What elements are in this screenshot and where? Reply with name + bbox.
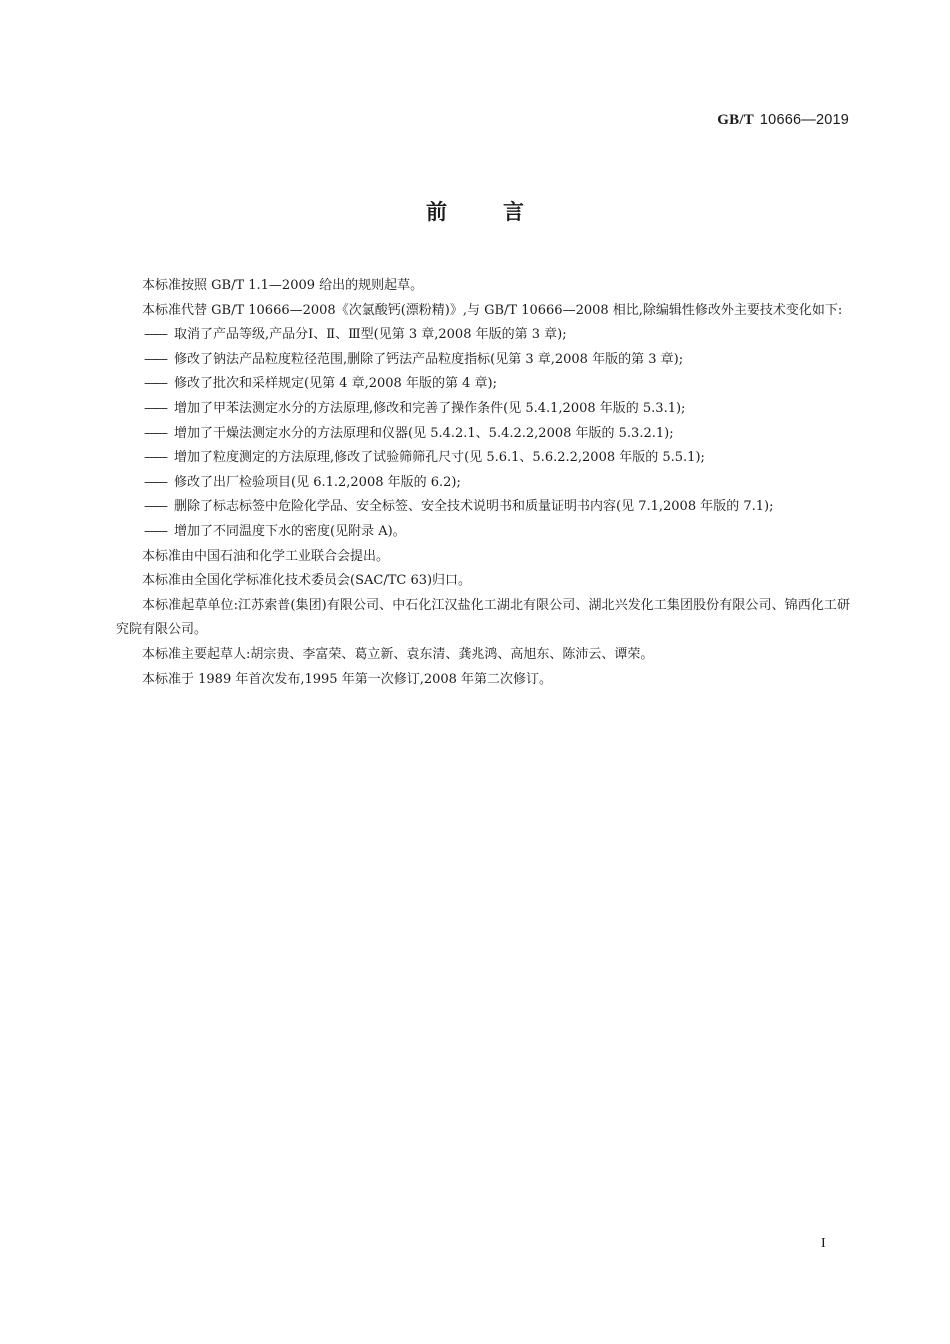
change-item: —— 修改了钠法产品粒度粒径范围,删除了钙法产品粒度指标(见第 3 章,2008 年版的第 3 章); [144,348,850,373]
dash-marker: —— [144,474,166,490]
dash-marker: —— [144,351,166,367]
foreword-body [116,274,850,692]
paragraph-proposed-by: 本标准由中国石油和化学工业联合会提出。 [142,548,390,564]
change-item: —— 修改了批次和采样规定(见第 4 章,2008 年版的第 4 章); [144,372,850,397]
change-item: —— 修改了出厂检验项目(见 6.1.2,2008 年版的 6.2); [144,471,850,496]
change-item: —— 增加了不同温度下水的密度(见附录 A)。 [144,520,850,545]
dash-marker: —— [144,376,166,392]
paragraph-managed-by: 本标准由全国化学标准化技术委员会(SAC/TC 63)归口。 [142,573,472,589]
paragraph-drafting-units: 本标准起草单位:江苏索普(集团)有限公司、中石化江汉盐化工湖北有限公司、湖北兴发化工集团股份有限公司、锦西化工研究院有限公司。 [116,597,850,638]
change-item: —— 取消了产品等级,产品分Ⅰ、Ⅱ、Ⅲ型(见第 3 章,2008 年版的第 3 章); [144,323,850,348]
page-title: 前言 [426,200,580,224]
dash-marker: —— [144,400,166,416]
dash-marker: —— [144,425,166,441]
paragraph-replaces: 本标准代替 GB/T 10666—2008《次氯酸钙(漂粉精)》,与 GB/T 10666—2008 相比,除编辑性修改外主要技术变化如下: [142,302,843,318]
change-item: —— 删除了标志标签中危险化学品、安全标签、安全技术说明书和质量证明书内容(见 7.1,2008 年版的 7.1); [144,495,850,520]
dash-marker: —— [144,499,166,515]
standard-prefix: GB/T [717,112,754,128]
paragraph-history: 本标准于 1989 年首次发布,1995 年第一次修订,2008 年第二次修订。 [142,671,553,687]
change-item: —— 增加了粒度测定的方法原理,修改了试验筛筛孔尺寸(见 5.6.1、5.6.2.2,2008 年版的 5.5.1); [144,446,850,471]
paragraph-drafters: 本标准主要起草人:胡宗贵、李富荣、葛立新、袁东清、龚兆鸿、高旭东、陈沛云、谭荣。 [142,646,654,662]
dash-marker: —— [144,523,166,539]
dash-marker: —— [144,327,166,343]
change-item: —— 增加了甲苯法测定水分的方法原理,修改和完善了操作条件(见 5.4.1,2008 年版的 5.3.1); [144,397,850,422]
standard-code [717,112,849,129]
page-number: I [821,1236,826,1251]
dash-marker: —— [144,450,166,466]
paragraph-drafting-rules: 本标准按照 GB/T 1.1—2009 给出的规则起草。 [142,278,424,293]
standard-number: 10666—2019 [759,112,849,128]
change-item: —— 增加了干燥法测定水分的方法原理和仪器(见 5.4.2.1、5.4.2.2,2008 年版的 5.3.2.1); [144,422,850,447]
